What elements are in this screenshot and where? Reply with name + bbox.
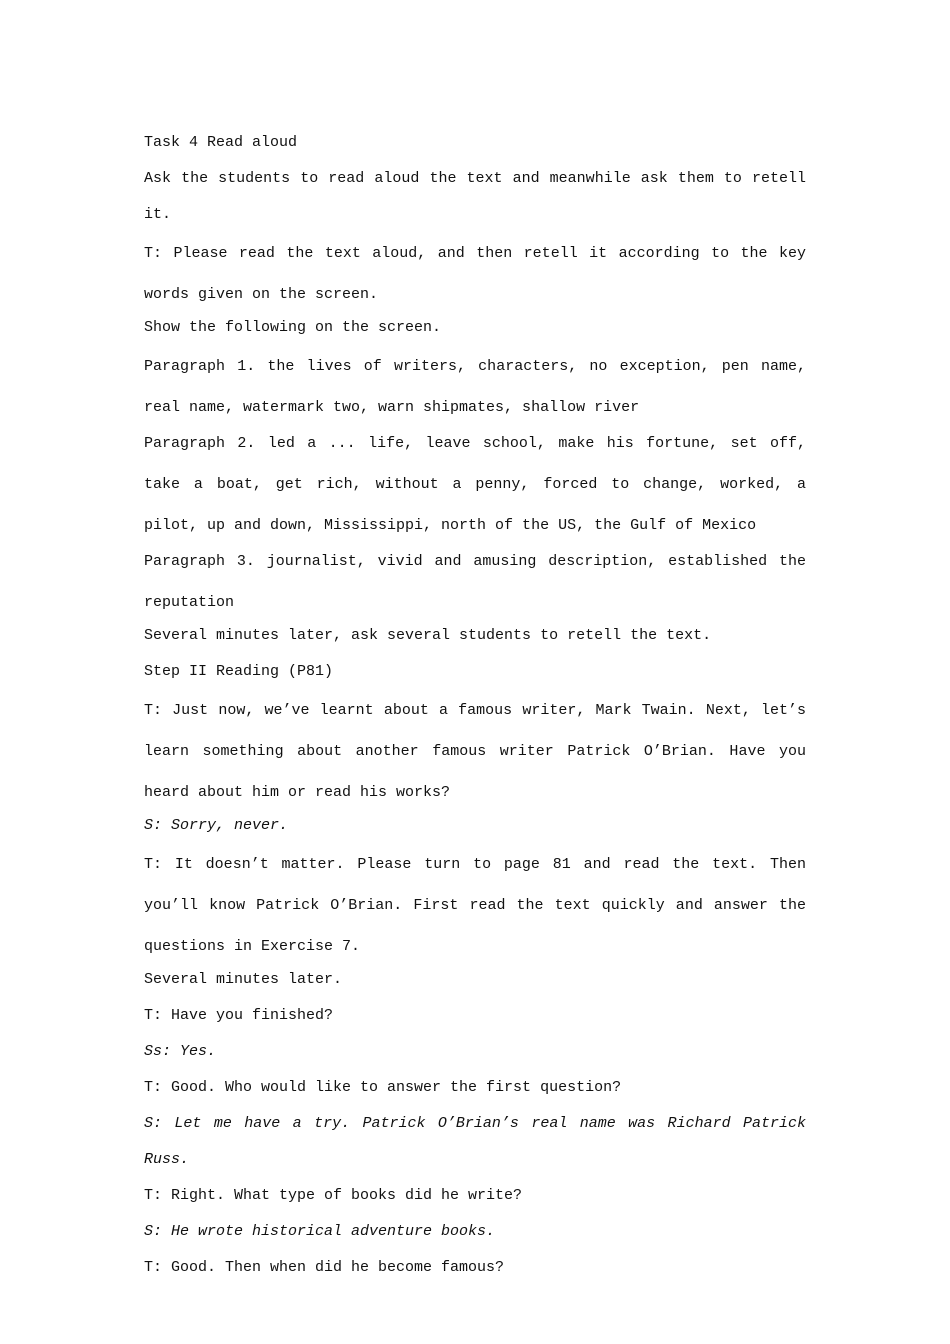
teacher-line: T: Please read the text aloud, and then retell it according to the key words given on the screen. [144,245,806,303]
teacher-line: T: Have you finished? [144,1007,334,1024]
keywords-paragraph-2: Paragraph 2. led a ... life, leave school, make his fortune, set off, take a boat, get rich, without a penny, forced to change, worked, a pilot, up and down, Mississippi, north of the US, the Gulf of Mexico [144,435,806,534]
instruction-paragraph: Several minutes later, ask several students to retell the text. [144,627,712,644]
student-line: Ss: Yes. [144,1043,217,1060]
task4-heading: Task 4 Read aloud [144,134,298,151]
student-line: S: Sorry, never. [144,817,289,834]
keywords-paragraph-3: Paragraph 3. journalist, vivid and amusing description, established the reputation [144,553,806,611]
teacher-line: T: It doesn’t matter. Please turn to page 81 and read the text. Then you’ll know Patrick O’Brian. First read the text quickly and answer the questions in Exercise 7. [144,856,806,955]
student-line: S: Let me have a try. Patrick O’Brian’s real name was Richard Patrick Russ. [144,1115,806,1168]
teacher-line: T: Just now, we’ve learnt about a famous writer, Mark Twain. Next, let’s learn something about another famous writer Patrick O’Brian. Have you heard about him or read his works? [144,702,806,801]
teacher-line: T: Right. What type of books did he write? [144,1187,523,1204]
document-page [144,125,806,1286]
instruction-paragraph: Show the following on the screen. [144,319,442,336]
teacher-line: T: Good. Then when did he become famous? [144,1259,505,1276]
step2-heading: Step II Reading (P81) [144,663,334,680]
student-line: S: He wrote historical adventure books. [144,1223,496,1240]
instruction-paragraph: Ask the students to read aloud the text and meanwhile ask them to retell it. [144,170,806,223]
teacher-line: T: Good. Who would like to answer the first question? [144,1079,622,1096]
keywords-paragraph-1: Paragraph 1. the lives of writers, characters, no exception, pen name, real name, watermark two, warn shipmates, shallow river [144,358,806,416]
instruction-paragraph: Several minutes later. [144,971,343,988]
